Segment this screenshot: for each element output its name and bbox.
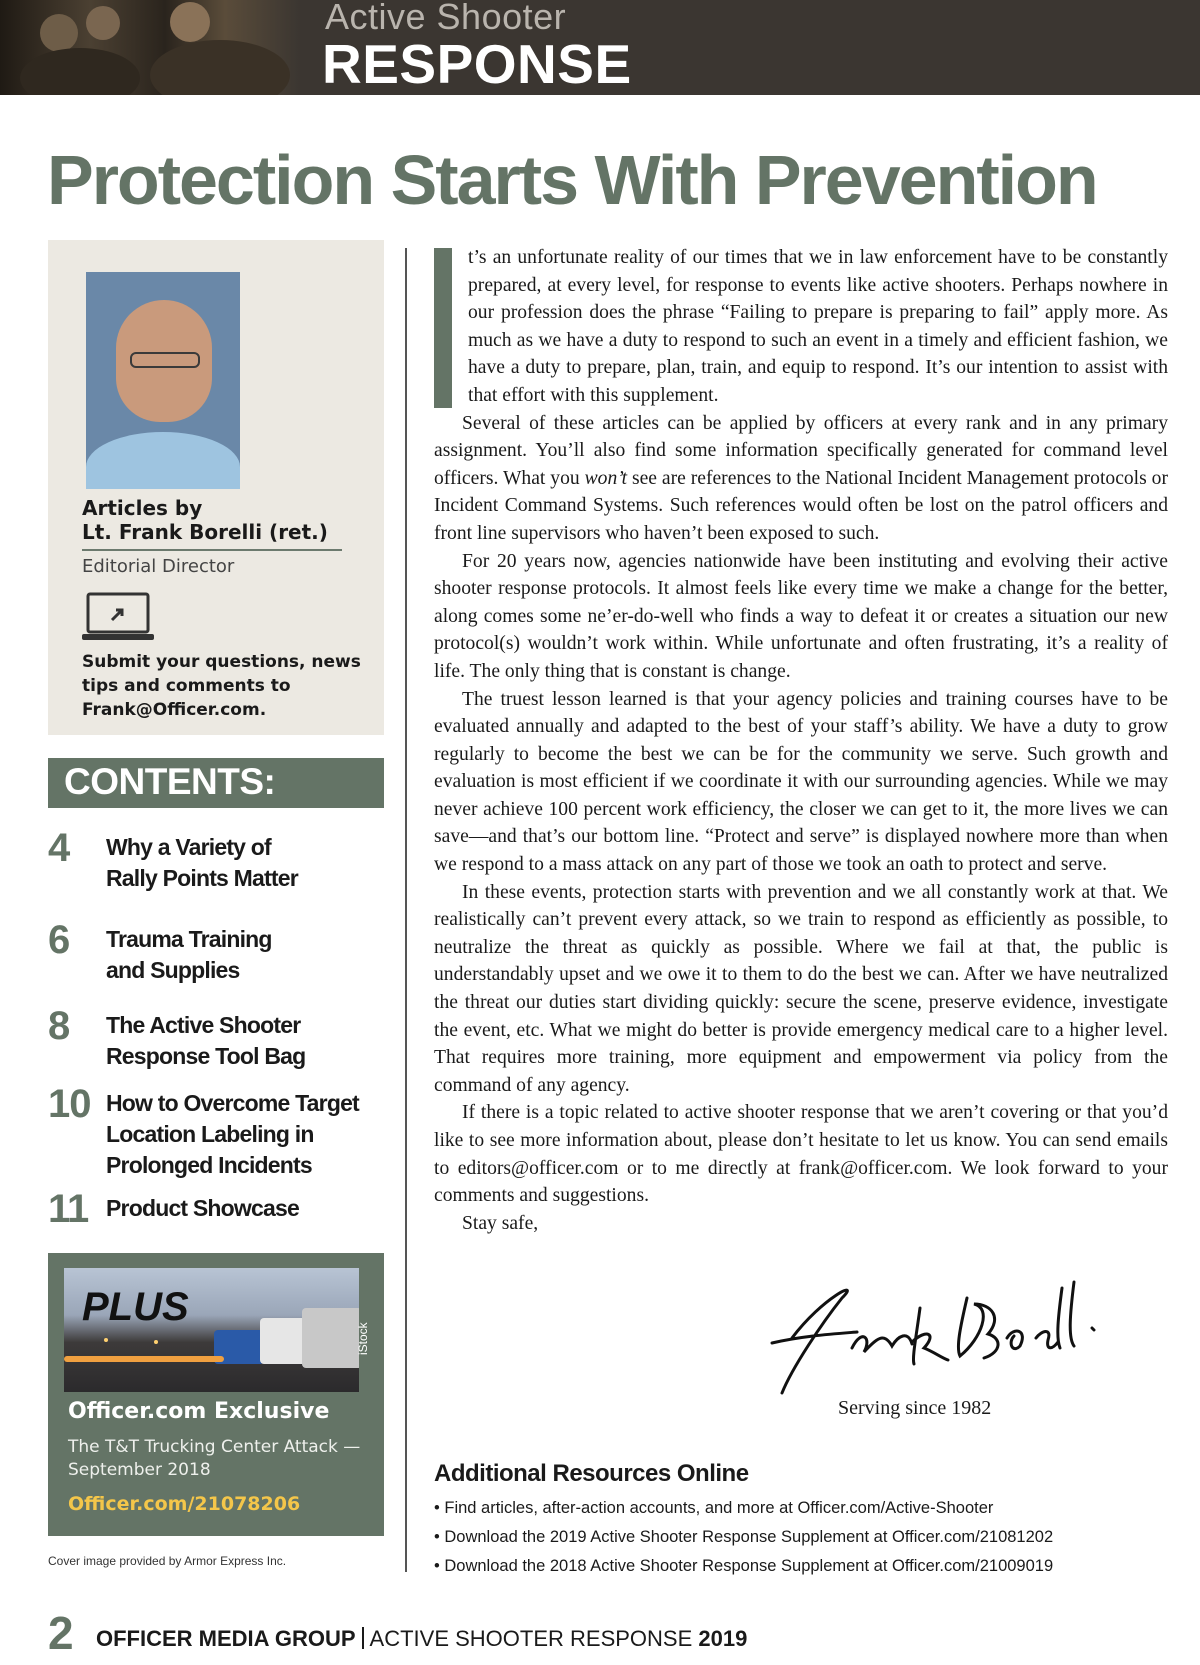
article-paragraph: If there is a topic related to active shooter response that we aren’t covering or that you’d like to see more information about, please don’t hesitate to let us know. You can send emails to editors@officer.com or to me directly at frank@officer.com. We look forward to your comments and suggestions. xyxy=(434,1102,1168,1207)
author-divider xyxy=(82,549,342,551)
article-paragraph: In these events, protection starts with prevention and we all constantly work at that. We realistically can’t prevent every attack, so we train to respond as efficiently as possible, to neutralize the threat as quickly as possible. Where we fail at that, the public is understandably upset and we owe it to them to do the best we can. After we have neutralized the threat our duties start dividing quickly: secure the scene, preserve evidence, investigate the event, etc. What we might do better is provide emergency medical care to a higher level. That requires more training, more equipment and empowerment via policy from the command of any agency. xyxy=(434,881,1168,1096)
toc-title: Trauma Training and Supplies xyxy=(106,926,272,983)
author-byline-prefix: Articles by xyxy=(82,496,203,520)
footer-publication: ACTIVE SHOOTER RESPONSE xyxy=(369,1626,693,1651)
article-paragraph: Several of these articles can be applied by officers at every rank and in any primary assignment. You’ll also find some information specifically generated for command level officers. What you won’t see are references to the National Incident Management protocols or Incident Command Systems. Such references would often be lost on the patrol officers and front line supervisors who haven’t been exposed to such. xyxy=(434,412,1168,544)
banner-photo xyxy=(0,0,300,95)
emphasis: won’t xyxy=(584,467,628,489)
plus-label: PLUS xyxy=(82,1285,189,1329)
plus-photo xyxy=(64,1268,359,1392)
toc-page-number: 6 xyxy=(48,918,70,962)
article-paragraph: For 20 years now, agencies nationwide have been instituting and evolving their active shooter response protocols. It almost feels like every time we make a change for the better, along comes some ne’er-do-well who finds a way to defeat it or creates a situation our new protocol(s) wouldn’t work within. While unfortunate and often frustrating, it’s a reality of life. The only thing that is constant is change. xyxy=(434,550,1168,682)
toc-page-number: 11 xyxy=(48,1187,89,1231)
submit-info: Submit your questions, news tips and comments to Frank@Officer.com. xyxy=(82,652,361,720)
resource-item[interactable]: • Download the 2018 Active Shooter Response Supplement at Officer.com/21009019 xyxy=(434,1552,1194,1581)
resources-title: Additional Resources Online xyxy=(434,1460,749,1487)
footer-publisher: OFFICER MEDIA GROUP xyxy=(96,1626,356,1651)
signature xyxy=(752,1268,1112,1398)
toc-title: Product Showcase xyxy=(106,1195,299,1221)
toc-page-number: 8 xyxy=(48,1004,70,1048)
photo-credit: iStock xyxy=(356,1322,370,1355)
page-title: Protection Starts With Prevention xyxy=(47,141,1097,219)
resource-item[interactable]: • Download the 2019 Active Shooter Response Supplement at Officer.com/21081202 xyxy=(434,1523,1194,1552)
resource-item[interactable]: • Find articles, after-action accounts, and more at Officer.com/Active-Shooter xyxy=(434,1494,1194,1523)
article-signoff: Stay safe, xyxy=(462,1212,539,1234)
footer-line xyxy=(96,1626,747,1652)
article-paragraph: The truest lesson learned is that your agency policies and training courses have to be evaluated annually and adapted to the best of your staff’s ability. We have a duty to grow regularly to become the best we can be for the community we serve. Such growth and evaluation is most efficient if we coordinate it with our surrounding agencies. While we may never achieve 100 percent work efficiency, the closer we can get to it, the more lives we can save—and that’s our bottom line. “Protect and serve” is displayed nowhere more than when we respond to a mass attack on any part of those we took an oath to protect and serve. xyxy=(434,688,1168,876)
author-box xyxy=(48,240,384,735)
banner-title: RESPONSE xyxy=(322,33,632,95)
column-divider xyxy=(405,248,407,1572)
toc-title: How to Overcome Target Location Labeling in Prolonged Incidents xyxy=(106,1090,359,1178)
toc-page-number: 10 xyxy=(48,1082,91,1126)
banner-kicker: Active Shooter xyxy=(325,0,567,37)
resources-list xyxy=(434,1494,1194,1581)
header-banner xyxy=(0,0,1200,95)
author-role: Editorial Director xyxy=(82,556,235,577)
serving-since: Serving since 1982 xyxy=(838,1397,992,1419)
article-body xyxy=(434,244,1168,1237)
footer-year: 2019 xyxy=(698,1626,748,1651)
author-byline xyxy=(82,496,328,544)
laptop-icon xyxy=(82,592,154,642)
toc-page-number: 4 xyxy=(48,826,70,870)
contents-heading xyxy=(48,758,384,808)
contents-heading-label: CONTENTS: xyxy=(64,761,276,802)
plus-link[interactable]: Officer.com/21078206 xyxy=(68,1493,301,1515)
plus-description: The T&T Trucking Center Attack — September 2018 xyxy=(68,1437,361,1480)
toc-title: The Active Shooter Response Tool Bag xyxy=(106,1012,306,1069)
author-photo xyxy=(86,272,240,489)
page-number: 2 xyxy=(48,1607,74,1659)
drop-cap xyxy=(434,248,452,408)
toc-title: Why a Variety of Rally Points Matter xyxy=(106,834,298,891)
plus-exclusive: Officer.com Exclusive xyxy=(68,1399,330,1424)
plus-box xyxy=(48,1253,384,1536)
cover-credit: Cover image provided by Armor Express Inc. xyxy=(48,1554,287,1568)
author-name: Lt. Frank Borelli (ret.) xyxy=(82,520,328,544)
article-paragraph: t’s an unfortunate reality of our times that we in law enforcement have to be constantly prepared, at every level, for response to events like active shooters. Perhaps nowhere in our profession does the phrase “Failing to prepare is preparing to fail” apply more. As much as we have a duty to respond to such an event in a timely and efficient fashion, we have a duty to prepare, plan, train, and equip to respond. It’s our intention to assist with that effort with this supplement. xyxy=(468,247,1168,406)
